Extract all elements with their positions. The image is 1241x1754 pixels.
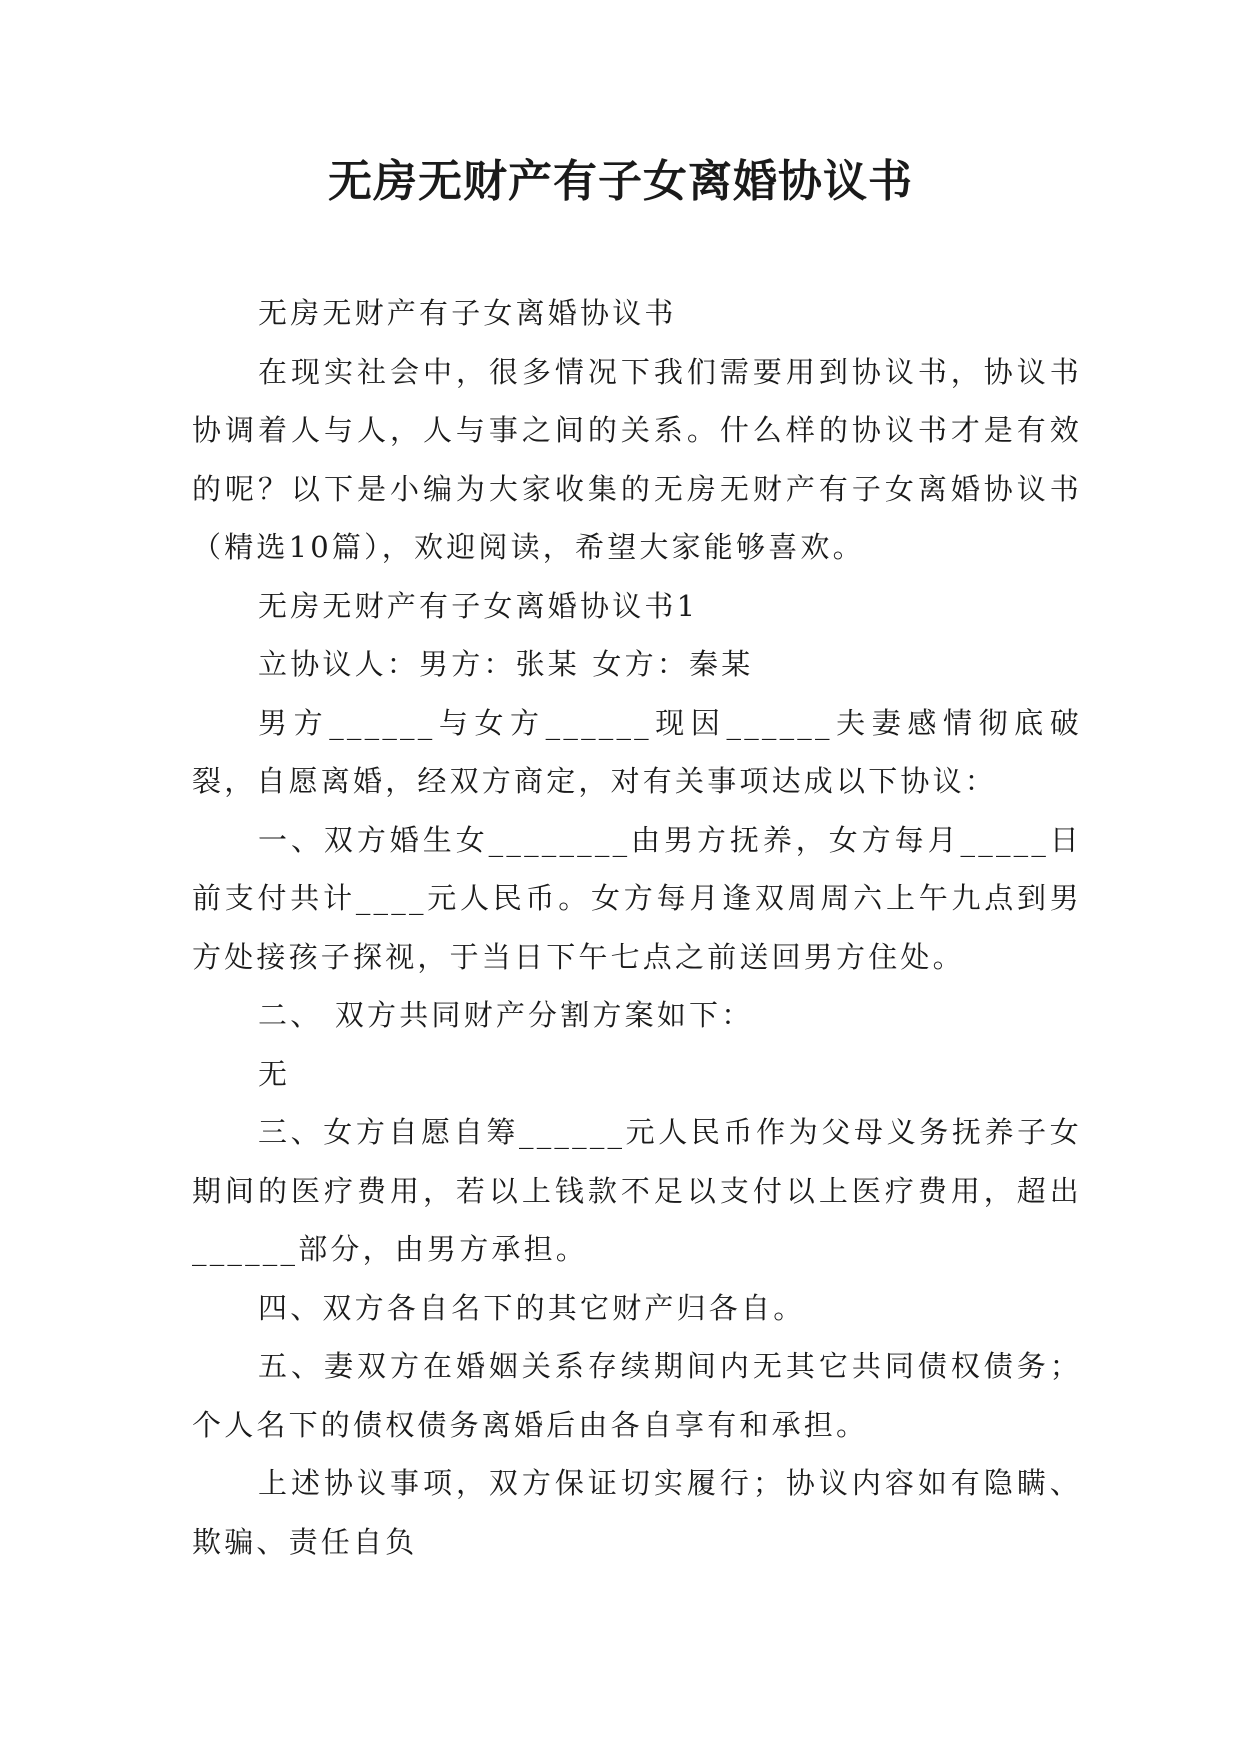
paragraph-clause-4: 四、双方各自名下的其它财产归各自。	[258, 1290, 806, 1325]
paragraph-preamble: 男方______与女方______现因______夫妻感情彻底破裂，自愿离婚，经双方商定，对有关事项达成以下协议：	[192, 705, 1082, 798]
paragraph-parties: 立协议人：男方：张某 女方：秦某	[258, 647, 754, 681]
paragraph-section-heading: 无房无财产有子女离婚协议书1	[258, 588, 699, 623]
document-title: 无房无财产有子女离婚协议书	[328, 156, 913, 207]
paragraph-clause-2: 二、 双方共同财产分割方案如下：	[258, 998, 754, 1032]
paragraph-clause-1: 一、双方婚生女________由男方抚养，女方每月_____日前支付共计____元人民币。女方每月逢双周周六上午九点到男方处接孩子探视，于当日下午七点之前送回男方住处。	[192, 822, 1082, 974]
document-body	[192, 284, 1082, 1571]
paragraph-clause-3: 三、女方自愿自筹______元人民币作为父母义务抚养子女期间的医疗费用，若以上钱款不足以支付以上医疗费用，超出______部分，由男方承担。	[192, 1115, 1082, 1266]
paragraph-subtitle: 无房无财产有子女离婚协议书	[258, 296, 677, 330]
paragraph-closing: 上述协议事项，双方保证切实履行；协议内容如有隐瞒、欺骗、责任自负	[192, 1466, 1082, 1559]
paragraph-intro: 在现实社会中，很多情况下我们需要用到协议书，协议书协调着人与人，人与事之间的关系。什么样的协议书才是有效的呢？以下是小编为大家收集的无房无财产有子女离婚协议书（精选10篇），欢迎阅读，希望大家能够喜欢。	[192, 354, 1082, 564]
paragraph-clause-2-content: 无	[258, 1056, 291, 1091]
paragraph-clause-5: 五、妻双方在婚姻关系存续期间内无其它共同债权债务；个人名下的债权债务离婚后由各自享有和承担。	[192, 1349, 1082, 1442]
